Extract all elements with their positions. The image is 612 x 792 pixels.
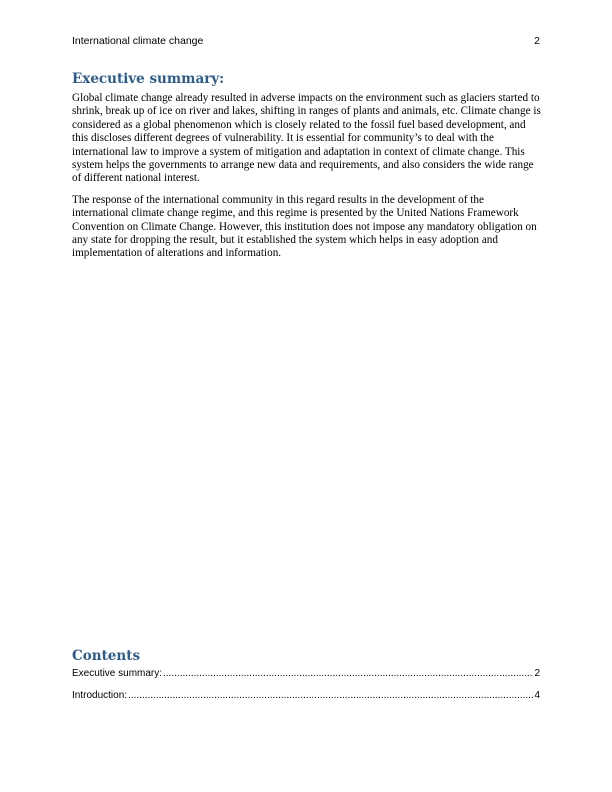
page-header xyxy=(72,35,540,47)
paragraph: The response of the international community in this regard results in the development of the international climate change regime, and this regime is presented by the United Nations Framework Convention on Climate Change. However, this institution does not impose any mandatory obligation on any state for dropping the result, but it established the system which helps in easy adoption and implementation of alterations and information. xyxy=(72,193,537,260)
header-title: International climate change xyxy=(72,35,204,47)
executive-summary-heading: Executive summary: xyxy=(72,71,225,87)
table-of-contents xyxy=(72,668,540,712)
executive-summary-body xyxy=(72,92,542,269)
paragraph: Global climate change already resulted in adverse impacts on the environment such as glaciers started to shrink, break up of ice on river and lakes, shifting in ranges of plants and animals, etc. Climate change is considered as a global phenomenon which is closely related to the fossil fuel based development, and this discloses different degrees of vulnerability. It is essential for community’s to deal with the international law to improve a system of mitigation and adaptation in context of climate change. This system helps the governments to arrange new data and requirements, and also considers the wide range of different national interest. xyxy=(72,92,541,185)
toc-entry-page: 2 xyxy=(534,668,540,679)
toc-dot-leader xyxy=(163,668,533,679)
page-number: 2 xyxy=(534,35,540,47)
toc-entry-label: Introduction: xyxy=(72,690,128,701)
toc-entry-introduction[interactable] xyxy=(72,690,540,703)
toc-entry-page: 4 xyxy=(534,690,540,701)
toc-entry-executive-summary[interactable] xyxy=(72,668,540,681)
contents-heading: Contents xyxy=(72,648,141,664)
toc-dot-leader xyxy=(128,690,533,701)
toc-entry-label: Executive summary: xyxy=(72,668,163,679)
